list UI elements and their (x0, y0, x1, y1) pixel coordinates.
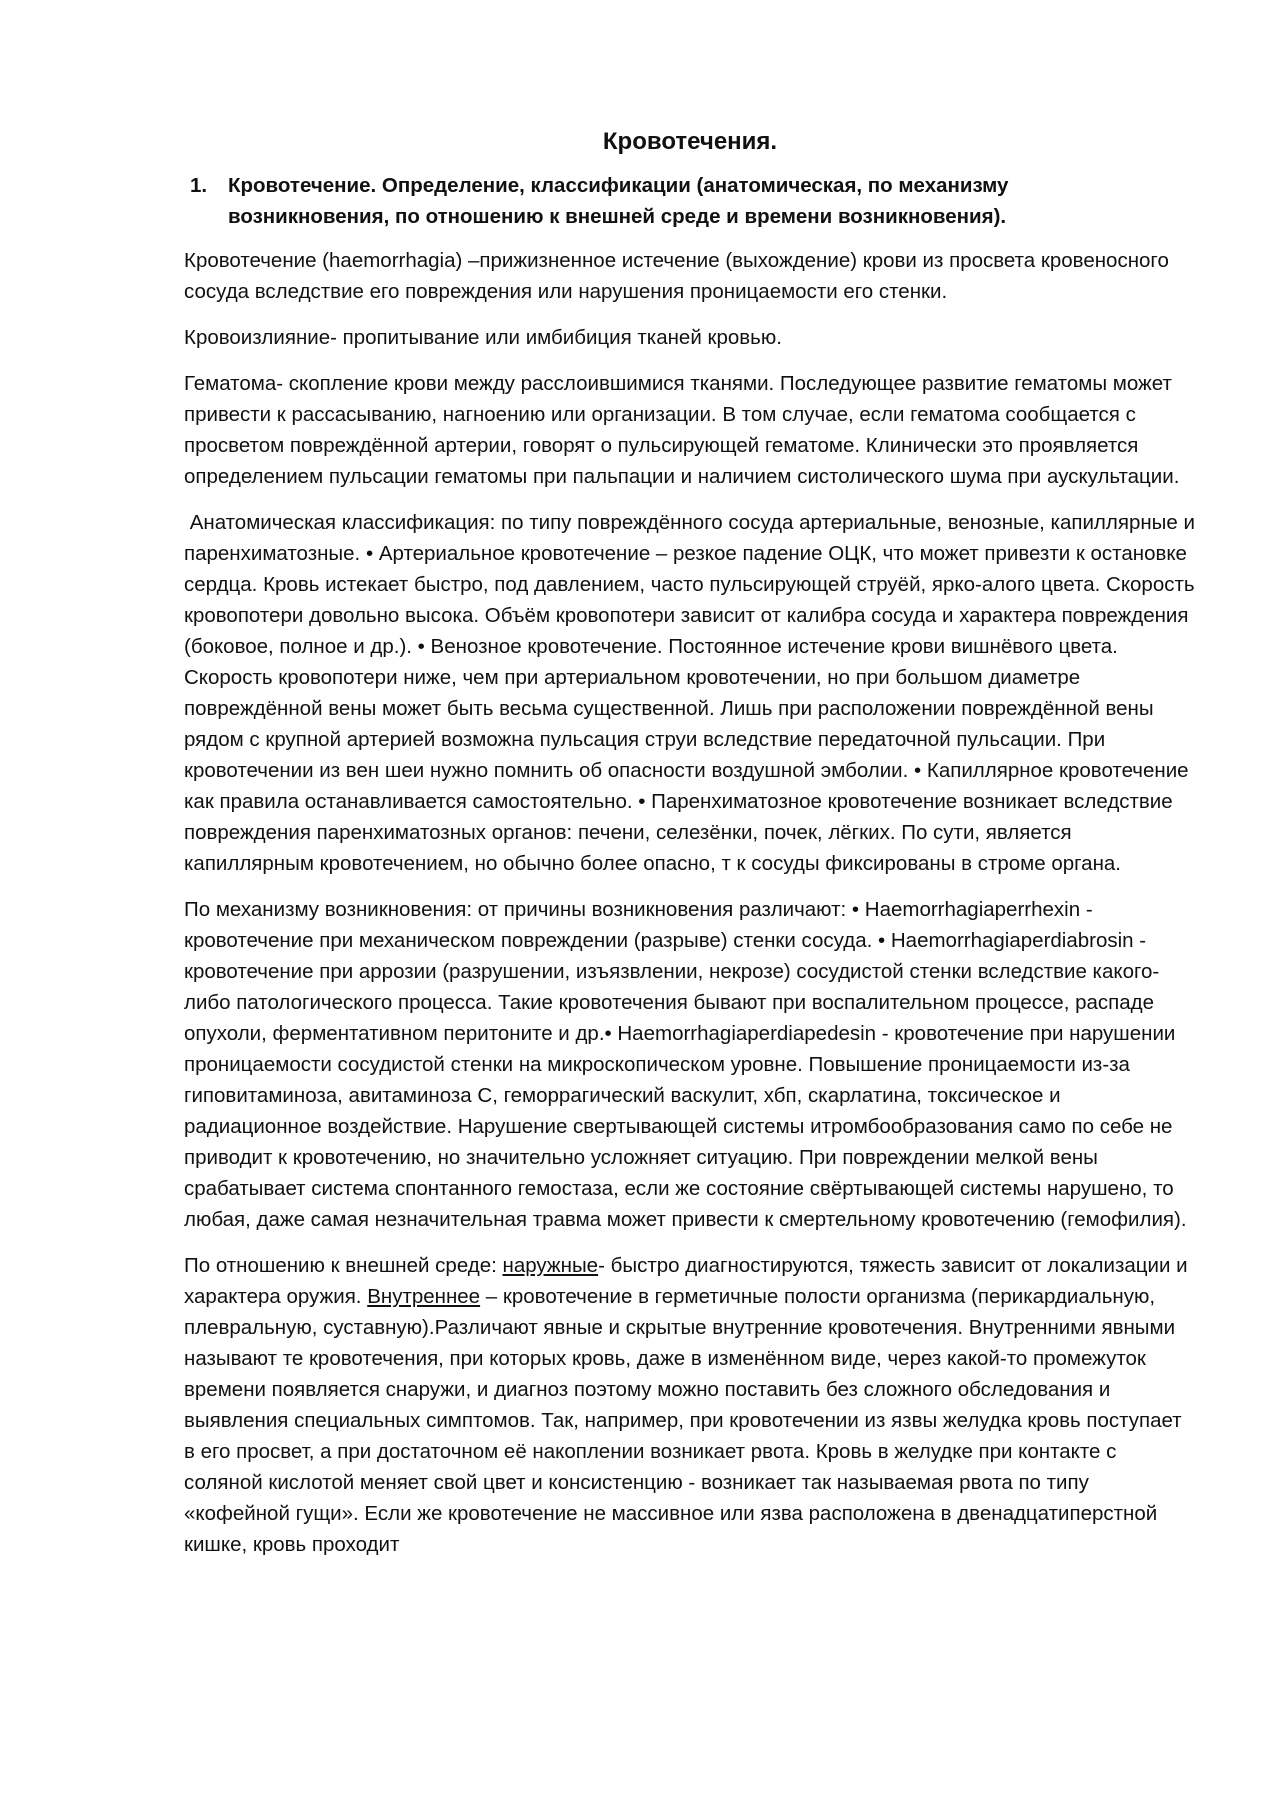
paragraph-hematoma: Гематома- скопление крови между расслоившимися тканями. Последующее развитие гематомы может привести к рассасыванию, нагноению или организации. В том случае, если гематома сообщается с просветом повреждённой артерии, говорят о пульсирующей гематоме. Клинически это проявляется определением пульсации гематомы при пальпации и наличием систолического шума при аускультации. (184, 372, 1180, 488)
paragraph-external-environment (184, 1250, 1196, 1560)
document-body (184, 126, 1201, 1575)
external-mid-text: - быстро диагностируются, тяжесть зависит от локализации и характера оружия. (184, 1254, 1188, 1308)
heading-text: Кровотечение. Определение, классификации (анатомическая, по механизму возникновения, по отношению к внешней среде и времени возникновения). (228, 174, 1009, 228)
paragraph-mechanism-classification: По механизму возникновения: от причины возникновения различают: • Haemorrhagiaperrhexin - кровотечение при механическом повреждении (разрыве) стенки сосуда. • Haemorrhagiaperdiabrosin - кровотечение при аррозии (разрушении, изъязвлении, некрозе) сосудистой стенки вследствие какого-либо патологического процесса. Такие кровотечения бывают при воспалительном процессе, распаде опухоли, ферментативном перитоните и др.• Haemorrhagiaperdiapedesin - кровотечение при нарушении проницаемости сосудистой стенки на микроскопическом уровне. Повышение проницаемости из-за гиповитаминоза, авитаминоза С, геморрагический васкулит, хбп, скарлатина, токсическое и радиационное воздействие. Нарушение свертывающей системы итромбообразования само по себе не приводит к кровотечению, но значительно усложняет ситуацию. При повреждении мелкой вены срабатывает система спонтанного гемостаза, если же состояние свёртывающей системы нарушено, то любая, даже самая незначительная травма может привести к смертельному кровотечению (гемофилия). (184, 898, 1187, 1231)
external-term-inner: Внутреннее (367, 1285, 481, 1308)
heading-number: 1. (190, 174, 208, 197)
document-title: Кровотечения. (602, 128, 778, 155)
external-term-outer: наружные (502, 1254, 599, 1277)
paragraph-hemorrhage: Кровоизлияние- пропитывание или имбибиция тканей кровью. (184, 326, 782, 349)
external-lead-text: По отношению к внешней среде: (184, 1254, 503, 1277)
section-heading (184, 170, 1196, 232)
paragraph-definition: Кровотечение (haemorrhagia) –прижизненное истечение (выхождение) крови из просвета кровеносного сосуда вследствие его повреждения или нарушения проницаемости его стенки. (184, 249, 1169, 303)
paragraph-anatomical-classification: Анатомическая классификация: по типу повреждённого сосуда артериальные, венозные, капиллярные и паренхиматозные. • Артериальное кровотечение – резкое падение ОЦК, что может привезти к остановке сердца. Кровь истекает быстро, под давлением, часто пульсирующей струёй, ярко-алого цвета. Скорость кровопотери довольно высока. Объём кровопотери зависит от калибра сосуда и характера повреждения (боковое, полное и др.). • Венозное кровотечение. Постоянное истечение крови вишнёвого цвета. Скорость кровопотери ниже, чем при артериальном кровотечении, но при большом диаметре повреждённой вены может быть весьма существенной. Лишь при расположении повреждённой вены рядом с крупной артерией возможна пульсация струи вследствие передаточной пульсации. При кровотечении из вен шеи нужно помнить об опасности воздушной эмболии. • Капиллярное кровотечение как правила останавливается самостоятельно. • Паренхиматозное кровотечение возникает вследствие повреждения паренхиматозных органов: печени, селезёнки, почек, лёгких. По сути, является капиллярным кровотечением, но обычно более опасно, т к сосуды фиксированы в строме органа. (184, 511, 1201, 875)
external-rest-text: – кровотечение в герметичные полости организма (перикардиальную, плевральную, суставную).Различают явные и скрытые внутренние кровотечения. Внутренними явными называют те кровотечения, при которых кровь, даже в изменённом виде, через какой-то промежуток времени появляется снаружи, и диагноз поэтому можно поставить без сложного обследования и выявления специальных симптомов. Так, например, при кровотечении из язвы желудка кровь поступает в его просвет, а при достаточном её накоплении возникает рвота. Кровь в желудке при контакте с соляной кислотой меняет свой цвет и консистенцию - возникает так называемая рвота по типу «кофейной гущи». Если же кровотечение не массивное или язва расположена в двенадцатиперстной кишке, кровь проходит (184, 1285, 1182, 1556)
